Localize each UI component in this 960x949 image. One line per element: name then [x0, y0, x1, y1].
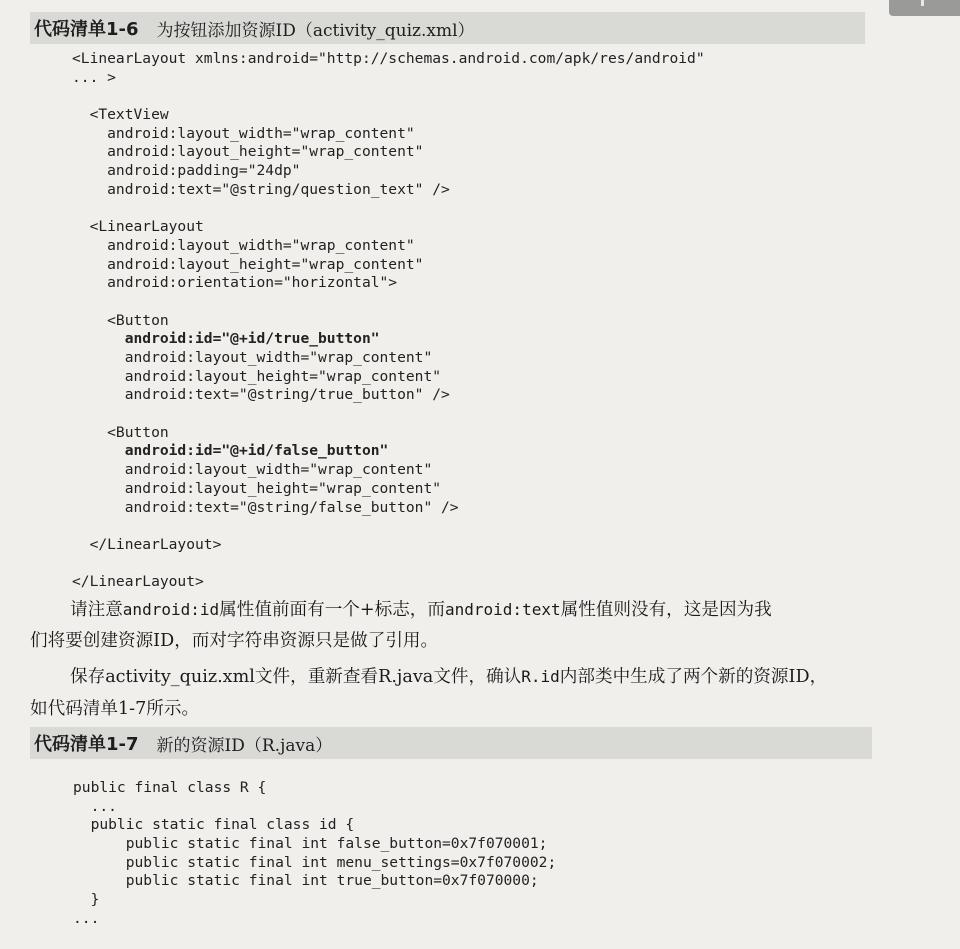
code-segment: <LinearLayout xmlns:android="http://schemas.android.com/apk/res/android": [72, 50, 705, 67]
code-segment: android:layout_height="wrap_content": [72, 367, 442, 385]
inline-code: R.id: [521, 667, 560, 686]
listing-1-7-title: 新的资源ID（R.java）: [156, 735, 333, 756]
code-segment: ...: [73, 797, 117, 815]
inline-code: android:id: [122, 600, 220, 619]
code-line: [72, 442, 705, 461]
code-line: [73, 910, 556, 929]
code-segment: public static final int menu_settings=0x7f070002;: [73, 853, 557, 871]
paragraph-2-line-1: [30, 663, 886, 688]
code-segment: [72, 330, 125, 347]
text-run: 如代码清单1-7所示。: [30, 699, 200, 719]
code-segment: ...: [73, 909, 100, 927]
code-line: [72, 349, 705, 368]
code-segment: android:layout_width="wrap_content": [72, 236, 415, 254]
code-segment: android:text="@string/false_button" />: [72, 498, 459, 516]
code-line: [72, 293, 705, 312]
listing-1-6-title: 为按钮添加资源ID（activity_quiz.xml）: [156, 20, 475, 41]
code-line: [72, 162, 705, 181]
code-line: [72, 125, 705, 144]
code-line: [72, 555, 705, 574]
listing-1-6-code: [72, 50, 705, 592]
paragraph-1-line-2: [30, 627, 886, 652]
code-line: [72, 50, 705, 69]
text-run: 们将要创建资源ID，而对字符串资源只是做了引用。: [30, 631, 439, 651]
code-segment: <LinearLayout: [72, 218, 204, 236]
listing-1-7-code: [73, 779, 556, 929]
code-segment: <TextView: [72, 106, 169, 124]
paragraph-1-line-1: [30, 596, 886, 621]
text-run: 请注意: [70, 600, 123, 620]
code-line: [72, 536, 705, 555]
code-line: [72, 312, 705, 331]
code-segment: android:text="@string/true_button" />: [72, 386, 450, 404]
code-line: [72, 480, 705, 499]
listing-1-7-header: [30, 727, 872, 759]
code-segment: <Button: [72, 423, 169, 441]
code-line: [72, 274, 705, 293]
code-line: [72, 386, 705, 405]
code-line: [72, 218, 705, 237]
code-line: [72, 517, 705, 536]
code-line: [73, 835, 556, 854]
code-segment: public static final int false_button=0x7f070001;: [73, 835, 548, 853]
code-line: [72, 237, 705, 256]
code-line: [72, 424, 705, 443]
inline-code: android:text: [445, 600, 561, 619]
code-line: [72, 461, 705, 480]
page-corner-tab: [889, 0, 960, 16]
code-segment: android:layout_height="wrap_content": [72, 143, 424, 161]
code-segment: [72, 442, 125, 459]
code-line: [72, 106, 705, 125]
code-line: [72, 87, 705, 106]
code-bold-segment: android:id="@+id/true_button": [124, 330, 380, 348]
code-line: [72, 181, 705, 200]
paragraph-2-line-2: [30, 695, 886, 720]
code-line: [72, 256, 705, 275]
code-segment: public static final int true_button=0x7f070000;: [73, 872, 539, 890]
text-run: 内部类中生成了两个新的资源ID，: [559, 667, 828, 687]
listing-1-6-header: [30, 12, 865, 44]
code-line: [73, 891, 556, 910]
code-segment: public static final class id {: [73, 816, 355, 834]
code-line: [72, 330, 705, 349]
code-segment: android:text="@string/question_text" />: [72, 180, 450, 198]
code-bold-segment: android:id="@+id/false_button": [124, 442, 389, 460]
code-line: [72, 69, 705, 88]
code-line: [72, 368, 705, 387]
page-corner-mark: [921, 0, 924, 6]
code-segment: android:padding="24dp": [72, 162, 301, 180]
code-line: [73, 816, 556, 835]
code-line: [72, 499, 705, 518]
code-line: [72, 143, 705, 162]
code-segment: android:layout_height="wrap_content": [72, 255, 424, 273]
code-segment: <Button: [72, 311, 169, 329]
listing-1-6-number: 代码清单1-6: [34, 19, 139, 40]
code-line: [73, 779, 556, 798]
code-segment: android:layout_width="wrap_content": [72, 461, 433, 479]
listing-1-7-number: 代码清单1-7: [34, 734, 139, 755]
code-line: [72, 200, 705, 219]
code-segment: </LinearLayout>: [72, 535, 222, 553]
code-line: [73, 854, 556, 873]
text-run: 保存activity_quiz.xml文件，重新查看R.java文件，确认: [70, 667, 522, 687]
text-run: 属性值前面有一个+标志，而: [219, 600, 445, 620]
code-segment: android:layout_height="wrap_content": [72, 479, 442, 497]
code-segment: android:orientation="horizontal">: [72, 274, 398, 292]
text-run: 属性值则没有，这是因为我: [560, 600, 772, 620]
code-line: [72, 573, 705, 592]
code-line: [73, 798, 556, 817]
code-segment: android:layout_width="wrap_content": [72, 124, 415, 142]
code-segment: </LinearLayout>: [72, 573, 204, 591]
code-segment: android:layout_width="wrap_content": [72, 349, 433, 366]
code-segment: public final class R {: [73, 779, 267, 796]
code-line: [73, 872, 556, 891]
code-line: [72, 405, 705, 424]
code-segment: ... >: [72, 68, 116, 86]
code-segment: }: [73, 891, 100, 909]
